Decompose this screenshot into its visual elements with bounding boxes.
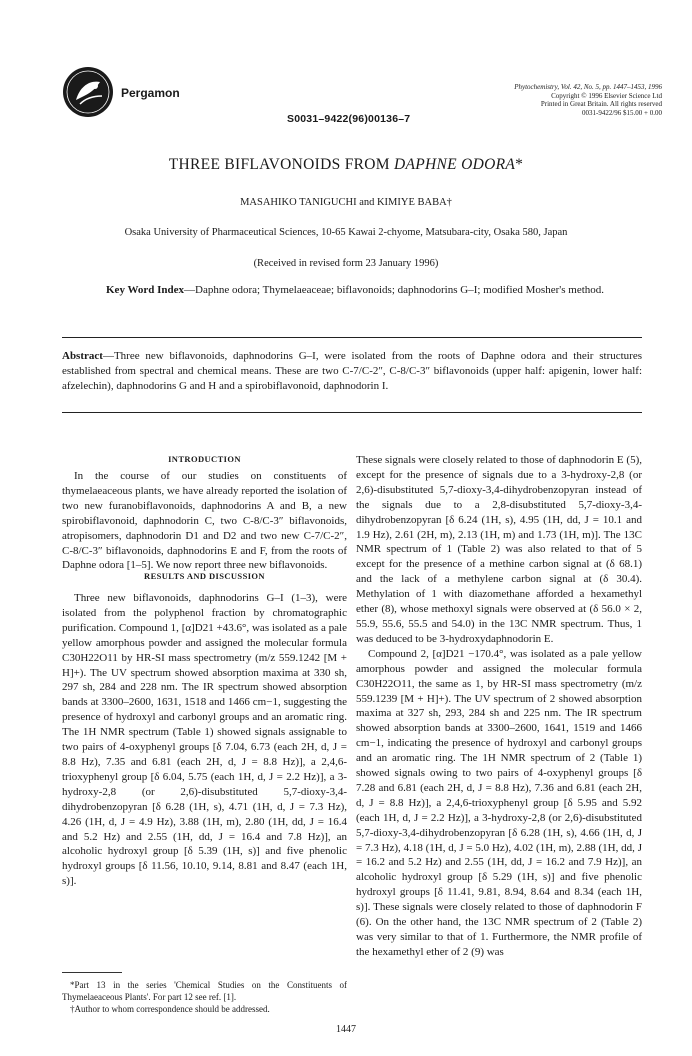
abstract-label: Abstract bbox=[62, 350, 103, 362]
abstract-bottom-rule bbox=[62, 412, 642, 413]
journal-info bbox=[422, 83, 662, 117]
footnote-series: *Part 13 in the series 'Chemical Studies on the Constituents of Thymelaeaceous Plants'. For part 12 see ref. [1]. bbox=[62, 980, 347, 1002]
issn-line: 0031-9422/96 $15.00 + 0.00 bbox=[582, 108, 662, 117]
printed-line: Printed in Great Britain. All rights reserved bbox=[540, 100, 662, 108]
publisher-name: Pergamon bbox=[121, 86, 180, 100]
journal-citation: Phytochemistry, Vol. 42, No. 5, pp. 1447–1453, 1996 bbox=[514, 83, 662, 91]
introduction-paragraph: In the course of our studies on constituents of thymelaeaceous plants, we have already reported the isolation of two new furanobiflavonoids, daphnodorins A and B, a new spirobiflavonoid, daphnodorin C, two C-8/C-3″ biflavonoids, atropisomers, daphnodorin D1 and D2 and two new C-7/C-2″, C-8/C-3″ biflavonoids, daphnodorins E and F, from the roots of Daphne odora [1–5]. We now report three new biflavonoids. bbox=[62, 470, 347, 572]
copyright-line: Copyright © 1996 Elsevier Science Ltd bbox=[551, 91, 662, 100]
results-heading: RESULTS AND DISCUSSION bbox=[144, 571, 265, 581]
title-species: DAPHNE ODORA bbox=[394, 156, 516, 173]
received-prefix: (Received in revised form bbox=[253, 258, 366, 269]
footnotes bbox=[62, 979, 347, 1015]
abstract-text: —Three new biflavonoids, daphnodorins G–I, were isolated from the roots of Daphne odora and their structures established from spectral and chemical means. These are two C-7/C-2″, C-8/C-3″ biflavonoids (upper half: apigenin, lower half: afzelechin), daphnodorins G and H and a spirobiflavonoid, daphnodorin I. bbox=[62, 350, 642, 392]
right-paragraph-1: These signals were closely related to those of daphnodorin E (5), except for the presence of signals due to a 3-hydroxy-2,8 (or 2,6)-disubstituted 5,7-dioxy-3,4-dihydrobenzopyran instead of the signals due to a 2,8-disubstituted 5,7-dioxy-3,4-dihydrobenzopyran [δ 6.24 (1H, s), 4.95 (1H, dd, J = 10.1 and 1.9 Hz), 2.61 (2H, m), 2.13 (1H, m) and 1.73 (1H, m)]. The 13C NMR spectrum of 1 (Table 2) was also related to that of 5 except for the presence of a methine carbon signal at (δ 68.1) and the lack of a methylene carbon signal at (δ 30.4). Methylation of 1 with diazomethane afforded a hexamethyl ether (8), whose methoxyl signals were observed at (δ 56.0 × 2, 55.9, 55.6, 55.5 and 54.0) in the 13C NMR spectrum. Thus, 1 was deduced to be 3-hydroxydaphnodorin E. bbox=[356, 454, 642, 645]
article-title bbox=[0, 156, 692, 174]
article-authors: MASAHIKO TANIGUCHI and KIMIYE BABA† bbox=[240, 197, 452, 208]
keywords-text: —Daphne odora; Thymelaeaceae; biflavonoids; daphnodorins G–I; modified Mosher's method. bbox=[184, 284, 605, 296]
introduction-body bbox=[62, 469, 347, 573]
doi-identifier: S0031–9422(96)00136–7 bbox=[287, 113, 411, 125]
right-column-body bbox=[356, 453, 642, 960]
publisher-logo bbox=[62, 66, 114, 118]
results-paragraph: Three new biflavonoids, daphnodorins G–I (1–3), were isolated from the polyphenol fraction by chromatographic purification. Compound 1, [α]D21 +43.6°, was isolated as a pale yellow amorphous powder and assigned the molecular formula C30H22O11 by HR-SI mass spectrometry (m/z 559.1242 [M + H]+). The UV spectrum showed absorption maxima at 330 sh, 297 sh, 284 and 228 nm. The IR spectrum showed absorption bands at 3300–2600, 1631, 1518 and 1466 cm−1, suggesting the presence of hydroxyl and carbonyl groups and an aromatic ring. The 1H NMR spectrum (Table 1) showed signals assignable to two pairs of 4-oxyphenyl groups [δ 7.04, 6.73 (each 2H, d, J = 8.8 Hz), 7.35 and 6.81 (each 2H, d, J = 8.8 Hz)], a 2,4,6-trioxyphenyl group [δ 6.04, 5.75 (each 1H, d, J = 2.2 Hz)], a 3-hydroxy-2,8 (or 2,6)-disubstituted 5,7-dioxy-3,4-dihydrobenzopyran [δ 6.28 (1H, s), 4.71 (1H, d, J = 7.3 Hz), 4.26 (1H, d, J = 4.9 Hz), 3.88 (1H, m), 2.80 (1H, dd, J = 16.4 and 5.2 Hz) and 2.55 (1H, dd, J = 16.4 and 7.8 Hz)], an alcoholic hydroxyl group [δ 5.39 (1H, s)] and five phenolic hydroxyl groups [δ 11.56, 10.10, 9.14, 8.81 and 8.47 (each 1H, s)]. bbox=[62, 592, 347, 888]
page-number: 1447 bbox=[336, 1024, 356, 1035]
abstract-block bbox=[62, 349, 642, 394]
keywords-block bbox=[106, 283, 626, 298]
author-affiliation: Osaka University of Pharmaceutical Sciences, 10-65 Kawai 2-chyome, Matsubara-city, Osaka 580, Japan bbox=[124, 227, 568, 238]
abstract-top-rule bbox=[62, 337, 642, 338]
introduction-heading: INTRODUCTION bbox=[168, 454, 241, 464]
footnote-rule bbox=[62, 972, 122, 973]
right-paragraph-2: Compound 2, [α]D21 −170.4°, was isolated as a pale yellow amorphous powder and assigned the molecular formula C30H22O11, the same as 1, by HR-SI mass spectrometry (m/z 559.1239 [M + H]+). The UV spectrum of 2 showed absorption maxima at 327 sh, 293, 284 sh and 225 nm. The IR spectrum showed absorption bands at 3300–2600, 1641, 1519 and 1466 cm−1, indicating the presence of hydroxyl and carbonyl groups and an aromatic ring. The 1H NMR spectrum of 2 (Table 1) showed signals owing to two pairs of 4-oxyphenyl groups [δ 7.28 and 6.81 (each 2H, d, J = 8.8 Hz), 7.36 and 6.81 (each 2H, d, J = 8.8 Hz)], a 2,4,6-trioxyphenyl group [δ 5.95 and 5.92 (each 1H, d, J = 2.2 Hz)], a 3-hydroxy-2,8 (or 2,6)-disubstituted 5,7-dioxy-3,4-dihydrobenzopyran [δ 6.28 (1H, s), 4.66 (1H, d, J = 7.3 Hz), 4.18 (1H, d, J = 5.0 Hz), 4.02 (1H, m), 2.88 (1H, dd, J = 16.2 and 5.2 Hz) and 2.55 (1H, dd, J = 16.2 and 7.9 Hz)], an alcoholic hydroxyl group [δ 5.29 (1H, s)] and five phenolic hydroxyl groups [δ 11.41, 9.81, 8.94, 8.64 and 8.34 (each 1H, s)]. These signals were closely related to those of daphnodorin F (6). On the other hand, the 13C NMR spectrum of 2 (Table 2) was very similar to that of 1. Furthermore, the NMR profile of the hexamethyl ether of 2 (9) was bbox=[356, 647, 642, 958]
results-body bbox=[62, 591, 347, 889]
keywords-label: Key Word Index bbox=[106, 284, 185, 296]
title-footnote-mark: * bbox=[515, 156, 524, 173]
title-main: THREE BIFLAVONOIDS FROM bbox=[168, 156, 395, 173]
footnote-correspondence: †Author to whom correspondence should be addressed. bbox=[70, 1004, 270, 1014]
received-date bbox=[0, 258, 692, 269]
received-value: 23 January 1996) bbox=[365, 258, 439, 269]
